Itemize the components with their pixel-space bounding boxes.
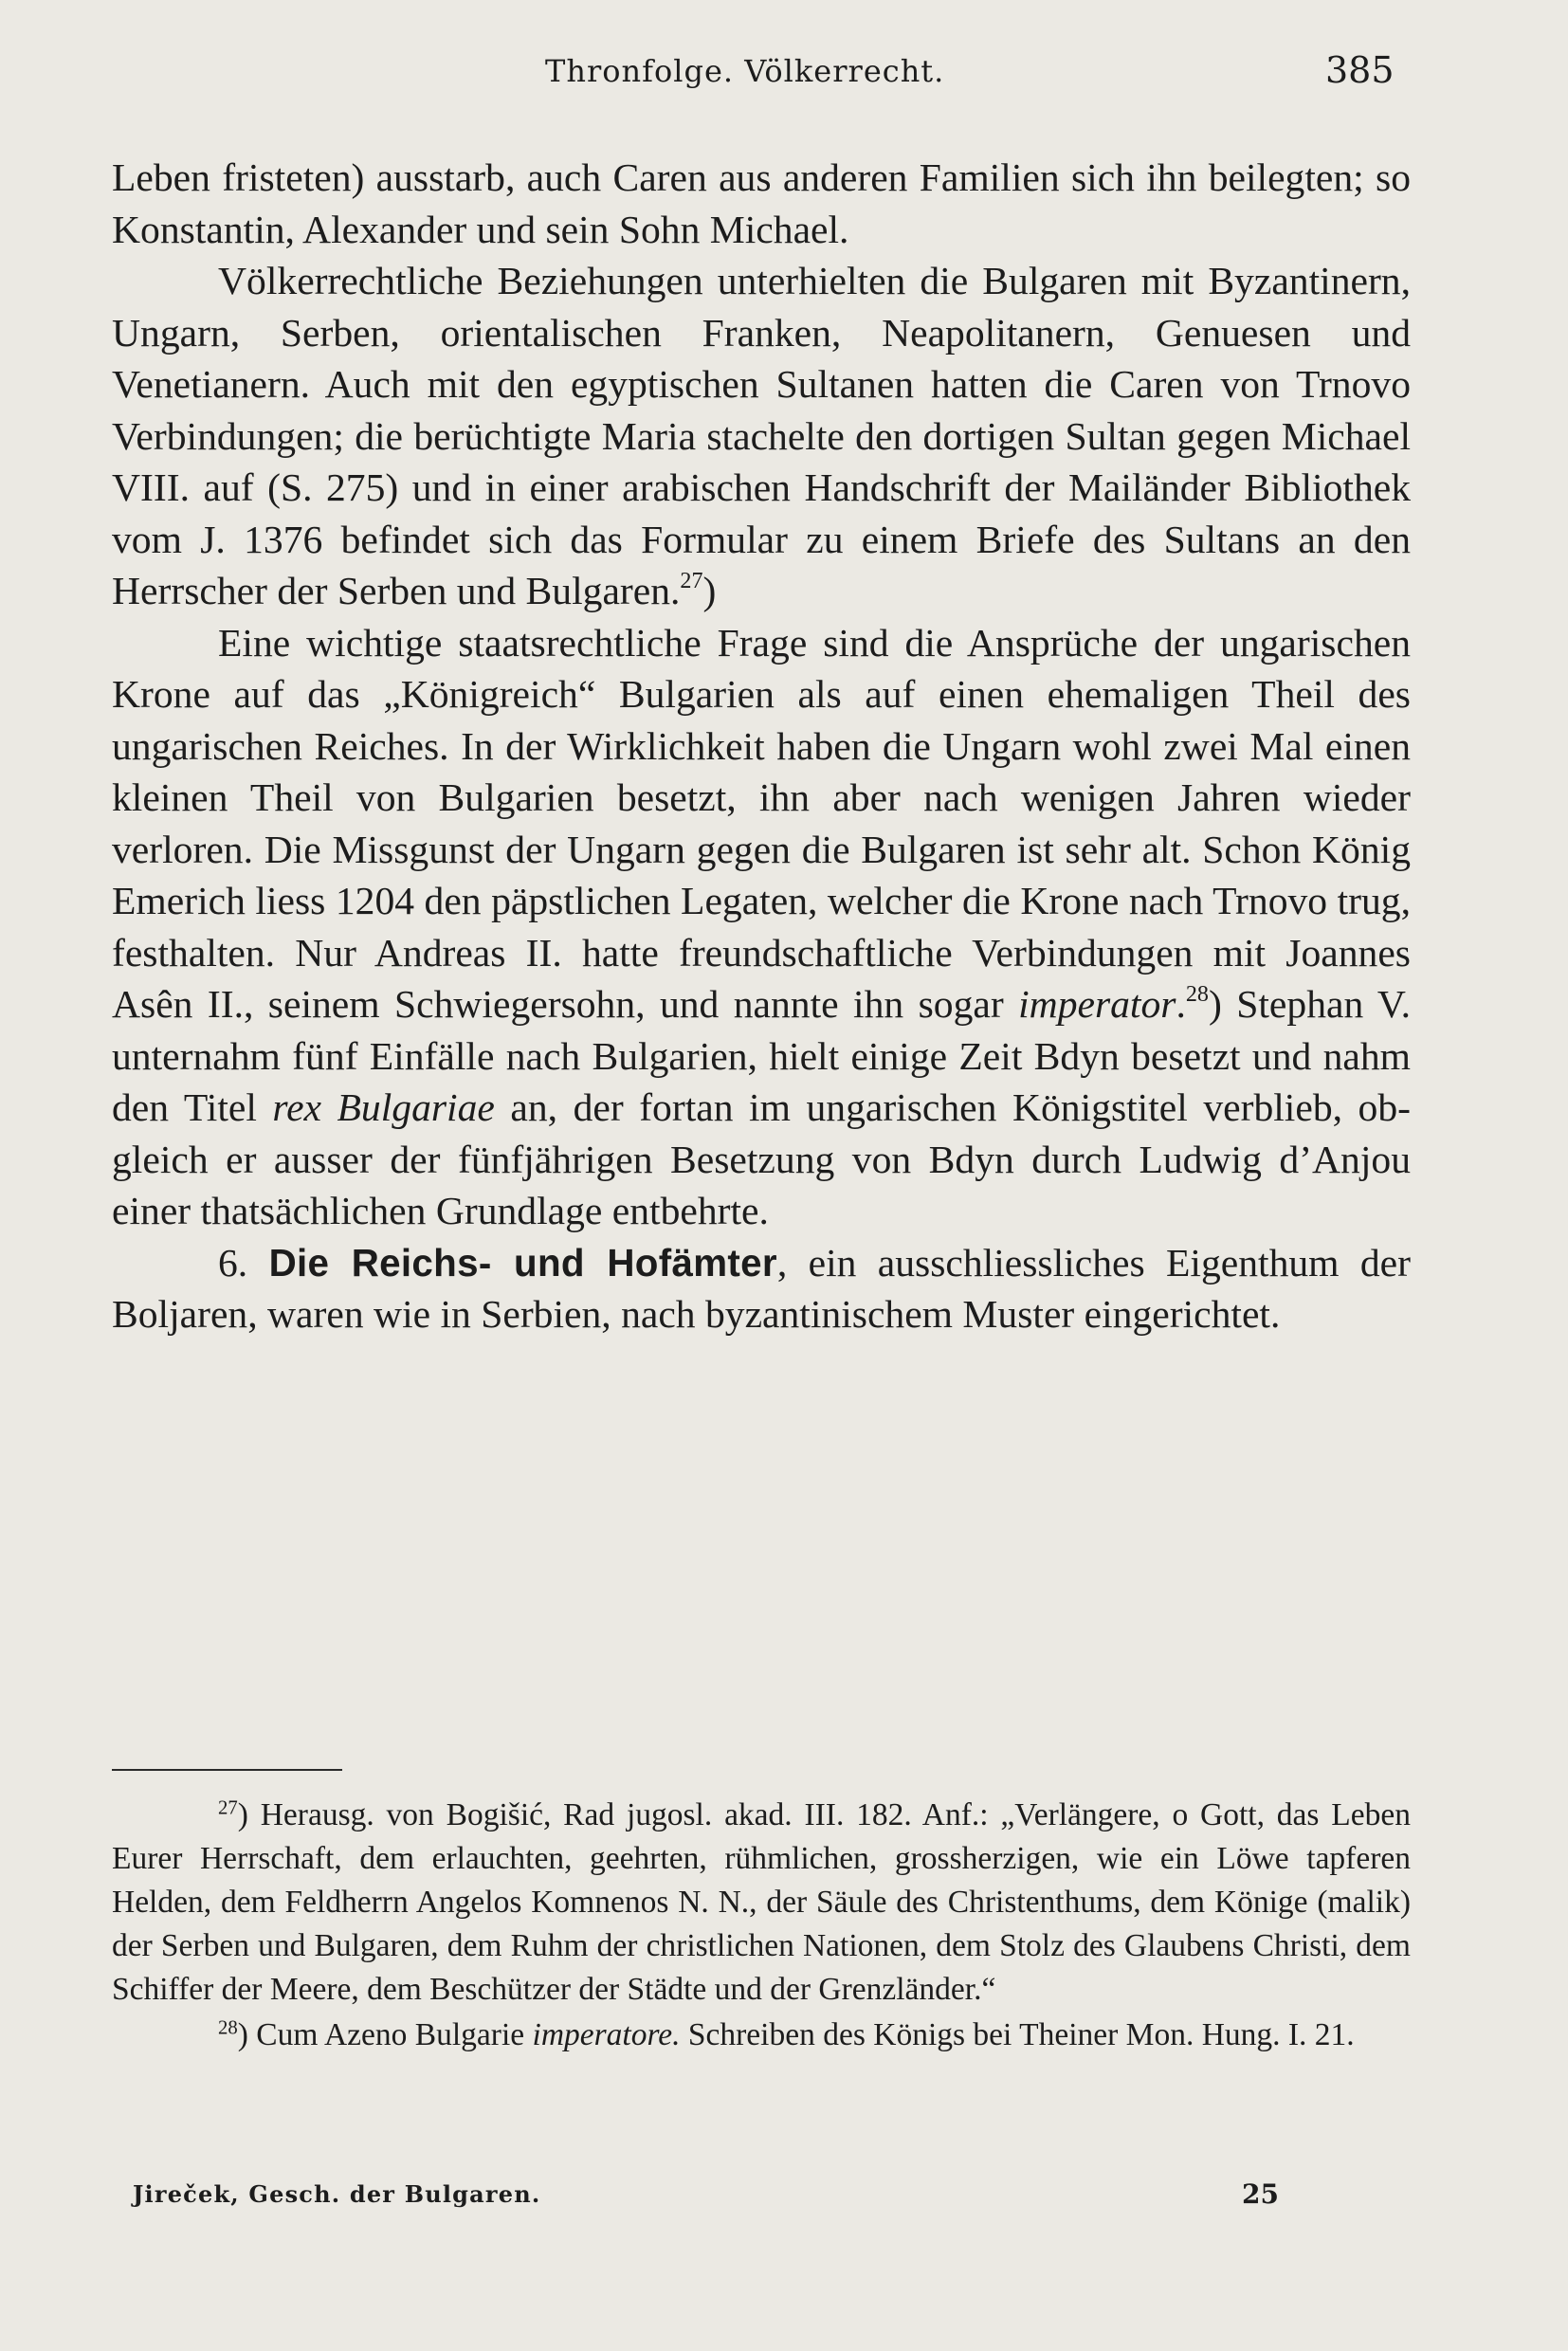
- paragraph-2: [112, 255, 1411, 617]
- paragraph-4: [112, 1237, 1411, 1340]
- footnote-28-mark: 28: [218, 2016, 238, 2039]
- running-head: [0, 49, 1568, 106]
- paragraph-3: [112, 617, 1411, 1237]
- footnote-27-mark: 27: [218, 1796, 238, 1819]
- paragraph-3-text-1: Eine wichtige staatsrechtliche Frage sind die Ansprüche der ungarischen Krone auf das „Königreich“ Bulgarien als auf einen ehemaligen Theil des ungarischen Reiches. In der Wirklichkeit haben die Ungarn wohl zwei Mal einen kleinen Theil von Bulgarien besetzt, ihn aber nach wenigen Jahren wieder verloren. Die Missgunst der Ungarn gegen die Bulgaren ist sehr alt. Schon König Emerich liess 1204 den päpstlichen Legaten, welcher die Krone nach Trnovo trug, festhalten. Nur Andreas II. hatte freundschaftliche Verbindungen mit Joannes Asên II., seinem Schwiegersohn, und nannte ihn sogar: [112, 620, 1411, 1026]
- signature-text: Jireček, Gesch. der Bulgaren.: [133, 2180, 541, 2208]
- footnote-28-text-1: ) Cum Azeno Bulgarie: [237, 2017, 533, 2052]
- paragraph-1: [112, 152, 1411, 255]
- italic-rex-bulgariae: rex Bulgariae: [272, 1085, 495, 1129]
- paragraph-3-text-2: ) Stephan V. unternahm fünf Einfälle nach Bulgarien, hielt einige Zeit Bdyn besetzt und nahm den Titel: [112, 982, 1411, 1129]
- footnote-ref-28[interactable]: 28: [1185, 982, 1209, 1008]
- main-text: [112, 152, 1411, 1340]
- footnote-28: [112, 2014, 1411, 2057]
- page-number: 385: [1325, 49, 1395, 91]
- italic-imperator: imperator: [1018, 982, 1176, 1026]
- running-title: Thronfolge. Völkerrecht.: [545, 53, 945, 89]
- section-heading: Die Reichs- und Hofämter: [268, 1240, 777, 1285]
- footnote-28-text-2: Schreiben des Königs bei Theiner Mon. Hung. I. 21.: [680, 2017, 1355, 2052]
- paragraph-3-dot: .: [1176, 982, 1186, 1026]
- paragraph-1-text: Leben fristeten) ausstarb, auch Caren aus anderen Familien sich ihn beilegten; so Konstantin, Alexander und sein Sohn Michael.: [112, 155, 1411, 251]
- paragraph-4-text: , ein ausschliessliches Eigenthum der Boljaren, waren wie in Serbien, nach byzantinischem Muster eingerichtet.: [112, 1240, 1411, 1336]
- printer-signature: [0, 2180, 1568, 2218]
- footnote-27-text: ) Herausg. von Bogišić, Rad jugosl. akad. III. 182. Anf.: „Verlängere, o Gott, das Leben Eurer Herrschaft, dem erlauchten, geehrten, rühmlichen, grossherzigen, wie ein Löwe tapferen Helden, dem Feldherrn Angelos Komnenos N. N., der Säule des Christenthums, dem Könige (malik) der Serben und Bulgaren, dem Ruhm der christlichen Nationen, dem Stolz des Glaubens Christi, dem Schiffer der Meere, dem Beschützer der Städte und der Grenzländer.“: [112, 1797, 1411, 2007]
- footnote-28-italic: imperatore.: [532, 2017, 681, 2052]
- paragraph-2-text: Völkerrechtliche Beziehungen unterhielten die Bulgaren mit Byzantinern, Ungarn, Serben, orientalischen Franken, Neapolitanern, Genuesen und Venetianern. Auch mit den egyptischen Sultanen hatten die Caren von Trnovo Verbindungen; die berüchtigte Maria stachelte den dortigen Sultan gegen Michael VIII. auf (S. 275) und in einer arabischen Handschrift der Mailänder Bibliothek vom J. 1376 befindet sich das Formular zu einem Briefe des Sultans an den Herrscher der Serben und Bulgaren.: [112, 259, 1411, 612]
- footnote-divider: [112, 1769, 342, 1771]
- footnote-27: [112, 1794, 1411, 2012]
- footnote-ref-27[interactable]: 27: [680, 569, 703, 594]
- footnotes: [112, 1794, 1411, 2059]
- signature-number: 25: [1242, 2178, 1279, 2210]
- section-number: 6.: [218, 1240, 248, 1285]
- paragraph-3-text-3: an, der fortan im ungarischen Königstitel verblieb, obgleich er ausser der fünfjährigen Besetzung von Bdyn durch Ludwig d’Anjou einer thatsächlichen Grundlage entbehrte.: [112, 1085, 1411, 1232]
- paragraph-2-tail: ): [702, 569, 717, 612]
